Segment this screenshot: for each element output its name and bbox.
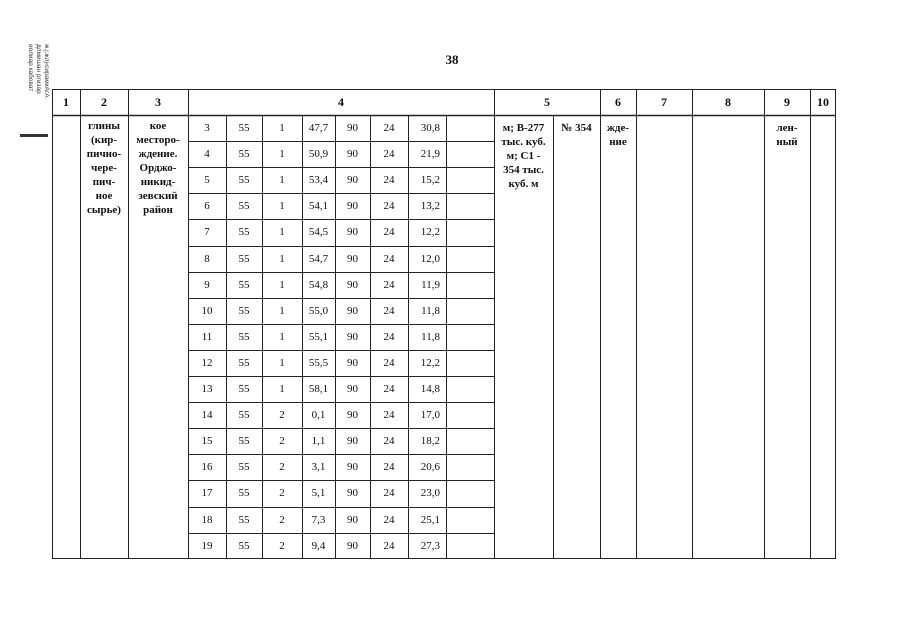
table-cell: 55 <box>238 540 250 552</box>
table-cell: 55 <box>238 357 250 369</box>
data-table <box>52 89 836 559</box>
col5-text-line: тыс. куб. <box>501 136 546 148</box>
table-cell: 1 <box>279 305 285 317</box>
table-cell: 55 <box>238 409 250 421</box>
table-cell: 15 <box>201 435 213 447</box>
table-cell: 24 <box>383 305 395 317</box>
table-cell: 14 <box>201 409 213 421</box>
table-cell: 90 <box>347 279 358 291</box>
table-cell: 55,1 <box>308 331 329 343</box>
table-cell: 53,4 <box>308 174 329 186</box>
table-cell: 1 <box>279 200 285 212</box>
table-cell: 55 <box>238 305 250 317</box>
table-cell: 1 <box>279 279 285 291</box>
col3-text-line: район <box>143 204 173 216</box>
table-cell: 1 <box>279 357 285 369</box>
page-number: 38 <box>445 52 459 67</box>
table-cell: 24 <box>383 122 395 134</box>
col2-text-line: глины <box>88 120 120 132</box>
table-cell: 55 <box>238 174 250 186</box>
table-cell: 54,5 <box>308 226 329 238</box>
stamp-line: иолиар кабоват <box>27 44 34 92</box>
table-cell: 90 <box>347 357 358 369</box>
col3-text-line: зевский <box>138 190 178 202</box>
stamp-line: длмишан ргизар <box>35 44 42 94</box>
table-cell: 2 <box>279 461 285 473</box>
archive-stamp <box>6 42 50 132</box>
table-cell: 90 <box>347 487 358 499</box>
table-cell: 5,1 <box>311 487 326 499</box>
table-cell: 7 <box>204 226 210 238</box>
col3-text-line: ждение. <box>138 148 178 160</box>
table-cell: 90 <box>347 461 358 473</box>
table-cell: 9 <box>204 279 210 291</box>
table-cell: 90 <box>347 514 358 526</box>
column-header-10: 10 <box>817 95 829 109</box>
table-cell: 50,9 <box>308 148 329 160</box>
col3-text-line: никид- <box>140 176 176 188</box>
table-cell: 15,2 <box>420 174 440 186</box>
col9-text <box>764 121 810 149</box>
table-cell: 90 <box>347 253 358 265</box>
table-cell: 24 <box>383 174 395 186</box>
table-cell: 24 <box>383 383 395 395</box>
col2-text-line: ное <box>95 190 113 202</box>
col2-text <box>80 119 128 217</box>
table-cell: 24 <box>383 331 395 343</box>
table-cell: 54,1 <box>308 200 329 212</box>
table-cell: 55 <box>238 279 250 291</box>
table-cell: 55 <box>238 148 250 160</box>
table-cell: 7,3 <box>311 514 326 526</box>
column-header-9: 9 <box>784 95 790 109</box>
table-cell: 5 <box>204 174 210 186</box>
column-header-3: 3 <box>155 95 161 109</box>
table-cell: 9,4 <box>311 540 326 552</box>
table-cell: 90 <box>347 122 358 134</box>
table-cell: 55 <box>238 514 250 526</box>
table-cell: 1 <box>279 383 285 395</box>
col3-text-line: месторо- <box>136 134 180 146</box>
table-cell: 90 <box>347 540 358 552</box>
table-cell: 11,9 <box>421 279 440 291</box>
table-cell: 18 <box>201 514 213 526</box>
col3-text-line: Орджо- <box>139 162 177 174</box>
table-cell: 55 <box>238 487 250 499</box>
table-cell: 24 <box>383 540 395 552</box>
table-cell: 90 <box>347 435 358 447</box>
table-cell: 24 <box>383 148 395 160</box>
table-cell: 13,2 <box>420 200 440 212</box>
table-cell: 54,7 <box>308 253 329 265</box>
table-cell: 55 <box>238 331 250 343</box>
column-header-1: 1 <box>63 95 69 109</box>
table-cell: 55,5 <box>308 357 329 369</box>
table-cell: 12 <box>201 357 213 369</box>
table-cell: 54,8 <box>308 279 329 291</box>
table-cell: 8 <box>204 253 210 265</box>
table-cell: 12,2 <box>420 226 440 238</box>
col9-text-line: ный <box>776 136 798 148</box>
column-header-7: 7 <box>661 95 667 109</box>
table-cell: 55 <box>238 122 250 134</box>
column-header-5: 5 <box>544 95 550 109</box>
table-cell: 55,0 <box>308 305 329 317</box>
table-cell: 12,2 <box>420 357 440 369</box>
table-cell: 2 <box>279 435 285 447</box>
table-cell: 24 <box>383 461 395 473</box>
table-cell: 10 <box>201 305 213 317</box>
table-cell: 1 <box>279 253 285 265</box>
col5-text-line: 354 тыс. <box>503 164 544 176</box>
table-cell: 90 <box>347 174 358 186</box>
table-cell: 14,8 <box>420 383 440 395</box>
table-cell: 55 <box>238 226 250 238</box>
table-cell: 24 <box>383 253 395 265</box>
stamp-text <box>26 44 50 98</box>
table-cell: 55 <box>238 435 250 447</box>
table-cell: 27,3 <box>420 540 440 552</box>
col5-text-line: м; В-277 <box>502 122 545 134</box>
col3-text-line: кое <box>149 120 167 132</box>
table-cell: 1 <box>279 148 285 160</box>
col6-text <box>604 121 632 149</box>
col2-text-line: (кир- <box>90 134 118 146</box>
col5-text <box>496 121 551 191</box>
table-cell: 30,8 <box>420 122 440 134</box>
table-cell: 47,7 <box>308 122 329 134</box>
table-cell: 1 <box>279 122 285 134</box>
table-cell: 1 <box>279 226 285 238</box>
table-cell: 24 <box>383 226 395 238</box>
table-cell: 24 <box>383 409 395 421</box>
table-cell: 90 <box>347 226 358 238</box>
stamp-line: ж.ј.жлј‹сирамкАгА <box>43 44 50 98</box>
table-cell: 0,1 <box>311 409 326 421</box>
table-cell: 90 <box>347 305 358 317</box>
column-header-4: 4 <box>338 95 344 109</box>
table-cell: 90 <box>347 409 358 421</box>
table-cell: 1 <box>279 174 285 186</box>
table-cell: 16 <box>201 461 213 473</box>
table-cell: 11 <box>201 331 213 343</box>
table-cell: 6 <box>204 200 210 212</box>
table-cell: 3 <box>204 122 210 134</box>
table-cell: 11,8 <box>421 331 440 343</box>
table-cell: 3,1 <box>311 461 326 473</box>
table-cell: 55 <box>238 253 250 265</box>
table-cell: 55 <box>238 200 250 212</box>
col6-text-line: ние <box>609 136 627 148</box>
column-header-6: 6 <box>615 95 621 109</box>
col5-number: № 354 <box>561 122 592 134</box>
col9-text-line: лен- <box>776 122 798 134</box>
table-cell: 90 <box>347 331 358 343</box>
table-cell: 24 <box>383 357 395 369</box>
table-cell: 90 <box>347 200 358 212</box>
table-cell: 90 <box>347 148 358 160</box>
column-header-2: 2 <box>101 95 107 109</box>
table-cell: 2 <box>279 487 285 499</box>
table-cell: 13 <box>201 383 213 395</box>
table-cell: 1,1 <box>311 435 326 447</box>
table-cell: 21,9 <box>420 148 440 160</box>
col2-text-line: пич- <box>92 176 116 188</box>
table-cell: 2 <box>279 409 285 421</box>
col2-text-line: пично- <box>86 148 122 160</box>
table-cell: 12,0 <box>420 253 440 265</box>
table-cell: 24 <box>383 435 395 447</box>
table-cell: 19 <box>201 540 213 552</box>
table-cell: 55 <box>238 461 250 473</box>
stamp-bar <box>20 134 48 137</box>
table-cell: 25,1 <box>420 514 440 526</box>
table-cell: 2 <box>279 514 285 526</box>
col6-text-line: жде- <box>606 122 630 134</box>
col2-text-line: сырье) <box>87 204 121 216</box>
table-cell: 55 <box>238 383 250 395</box>
col5-text-line: куб. м <box>508 178 539 190</box>
table-cell: 24 <box>383 487 395 499</box>
table-cell: 23,0 <box>420 487 440 499</box>
col5-text-line: м; С1 - <box>506 150 541 162</box>
col2-text-line: чере- <box>91 162 117 174</box>
table-cell: 2 <box>279 540 285 552</box>
table-cell: 58,1 <box>308 383 329 395</box>
table-cell: 20,6 <box>420 461 440 473</box>
col3-text <box>128 119 188 217</box>
table-cell: 18,2 <box>420 435 440 447</box>
table-cell: 24 <box>383 200 395 212</box>
table-cell: 24 <box>383 514 395 526</box>
table-cell: 90 <box>347 383 358 395</box>
table-cell: 1 <box>279 331 285 343</box>
table-cell: 17 <box>201 487 213 499</box>
table-cell: 17,0 <box>420 409 440 421</box>
column-header-8: 8 <box>725 95 731 109</box>
table-cell: 11,8 <box>421 305 440 317</box>
table-cell: 24 <box>383 279 395 291</box>
table-cell: 4 <box>204 148 210 160</box>
